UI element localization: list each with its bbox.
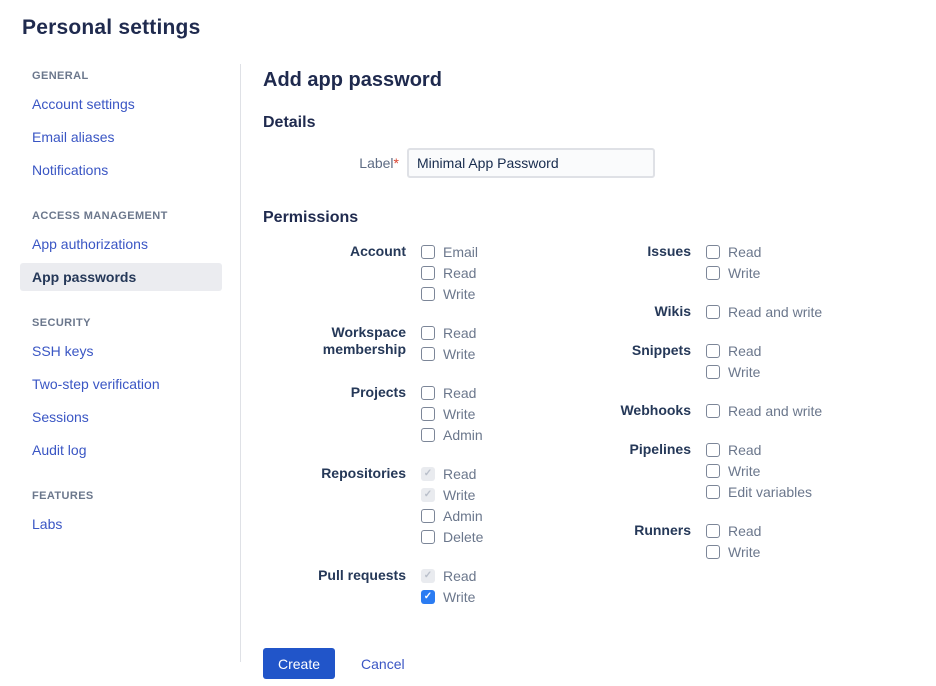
required-asterisk: * [393, 155, 399, 171]
permission-group-issues [561, 241, 901, 283]
permission-group-webhooks [561, 400, 901, 421]
permission-option-account-email[interactable] [421, 241, 478, 262]
permission-group-label: Runners [634, 522, 691, 538]
permission-option-workspace-membership-write[interactable] [421, 343, 476, 364]
permission-options [421, 565, 476, 607]
sidebar-item-audit-log[interactable]: Audit log [32, 442, 87, 458]
checkbox-issues-write[interactable] [706, 266, 720, 280]
sidebar-item-two-step-verification[interactable]: Two-step verification [32, 376, 160, 392]
checkbox-account-email[interactable] [421, 245, 435, 259]
permissions-grid [263, 241, 936, 625]
permission-options [706, 340, 761, 382]
checkbox-label: Write [728, 264, 761, 281]
permission-options [421, 241, 478, 304]
permission-group-label: Snippets [631, 342, 691, 358]
sidebar-item-email-aliases[interactable]: Email aliases [32, 129, 115, 145]
sidebar-section-security [20, 317, 222, 464]
sidebar-section-heading: ACCESS MANAGEMENT [32, 210, 168, 222]
sidebar-item-account-settings[interactable]: Account settings [32, 96, 135, 112]
checkbox-account-write[interactable] [421, 287, 435, 301]
checkbox-pipelines-write[interactable] [706, 464, 720, 478]
sidebar-item-app-authorizations[interactable]: App authorizations [32, 236, 148, 252]
permission-group-projects [263, 382, 561, 445]
permission-option-pull-requests-read[interactable] [421, 565, 476, 586]
layout [0, 64, 936, 672]
sidebar-section-heading: SECURITY [32, 317, 91, 329]
permission-option-runners-read[interactable] [706, 520, 761, 541]
checkbox-wikis-read-and-write[interactable] [706, 305, 720, 319]
label-field-label-text: Label [359, 155, 394, 171]
permission-group-repositories [263, 463, 561, 547]
checkbox-projects-write[interactable] [421, 407, 435, 421]
permission-group-pull-requests [263, 565, 561, 607]
checkbox-pipelines-edit-variables[interactable] [706, 485, 720, 499]
checkbox-repositories-read[interactable] [421, 467, 435, 481]
permission-option-issues-read[interactable] [706, 241, 761, 262]
permission-group-label: Wikis [654, 303, 691, 319]
permission-option-snippets-read[interactable] [706, 340, 761, 361]
details-heading: Details [263, 114, 316, 131]
checkbox-label: Read [443, 384, 477, 401]
permission-option-projects-admin[interactable] [421, 424, 483, 445]
checkbox-label: Write [728, 462, 761, 479]
permission-options [706, 301, 822, 322]
permission-options [421, 322, 476, 364]
checkbox-label: Write [443, 588, 476, 605]
permission-group-label: Webhooks [620, 402, 691, 418]
checkbox-pull-requests-write[interactable] [421, 590, 435, 604]
sidebar-section-heading: GENERAL [32, 70, 89, 82]
permission-option-repositories-delete[interactable] [421, 526, 483, 547]
permission-option-snippets-write[interactable] [706, 361, 761, 382]
permission-options [706, 520, 761, 562]
permission-group-workspace-membership [263, 322, 561, 364]
permission-options [706, 400, 822, 421]
permission-option-repositories-write[interactable] [421, 484, 483, 505]
checkbox-repositories-delete[interactable] [421, 530, 435, 544]
checkbox-label: Read and write [728, 303, 823, 320]
permission-option-runners-write[interactable] [706, 541, 761, 562]
checkbox-repositories-write[interactable] [421, 488, 435, 502]
permission-option-pull-requests-write[interactable] [421, 586, 476, 607]
permission-option-repositories-admin[interactable] [421, 505, 483, 526]
sidebar-item-sessions[interactable]: Sessions [32, 409, 89, 425]
permissions-column-right [561, 241, 901, 580]
checkbox-repositories-admin[interactable] [421, 509, 435, 523]
checkbox-label: Read [728, 342, 762, 359]
permission-group-account [263, 241, 561, 304]
checkbox-label: Edit variables [728, 483, 813, 500]
label-field-row [263, 148, 936, 178]
permission-group-runners [561, 520, 901, 562]
checkbox-runners-read[interactable] [706, 524, 720, 538]
checkbox-label: Write [443, 345, 476, 362]
permission-options [706, 439, 812, 502]
permission-option-pipelines-read[interactable] [706, 439, 812, 460]
permission-group-pipelines [561, 439, 901, 502]
label-input[interactable] [407, 148, 655, 178]
checkbox-snippets-write[interactable] [706, 365, 720, 379]
permission-group-label: Account [350, 243, 406, 259]
checkbox-label: Read [443, 324, 477, 341]
checkbox-webhooks-read-and-write[interactable] [706, 404, 720, 418]
permissions-column-left [263, 241, 561, 625]
checkbox-snippets-read[interactable] [706, 344, 720, 358]
checkbox-label: Read [443, 264, 477, 281]
sidebar-item-app-passwords[interactable]: App passwords [20, 263, 222, 291]
page-header [0, 0, 936, 40]
permission-group-label: Workspace membership [322, 324, 406, 357]
permission-group-wikis [561, 301, 901, 322]
permission-options [421, 463, 483, 547]
checkbox-pull-requests-read[interactable] [421, 569, 435, 583]
permission-option-pipelines-write[interactable] [706, 460, 812, 481]
permission-option-workspace-membership-read[interactable] [421, 322, 476, 343]
checkbox-label: Write [728, 363, 761, 380]
permissions-heading: Permissions [263, 209, 359, 226]
permission-group-label: Pipelines [629, 441, 691, 457]
checkbox-label: Delete [443, 528, 484, 545]
form-title: Add app password [263, 69, 442, 91]
checkbox-label: Write [728, 543, 761, 560]
label-field-label [263, 155, 399, 171]
permission-option-account-read[interactable] [421, 262, 478, 283]
permission-option-pipelines-edit-variables[interactable] [706, 481, 812, 502]
checkbox-label: Email [443, 243, 479, 260]
checkbox-projects-admin[interactable] [421, 428, 435, 442]
checkbox-label: Read and write [728, 402, 823, 419]
checkbox-label: Read [443, 567, 477, 584]
checkbox-runners-write[interactable] [706, 545, 720, 559]
sidebar [0, 64, 241, 662]
permission-option-projects-write[interactable] [421, 403, 483, 424]
permission-group-label: Projects [350, 384, 406, 400]
sidebar-section-features [20, 490, 222, 538]
checkbox-label: Admin [443, 507, 483, 524]
checkbox-label: Read [443, 465, 477, 482]
checkbox-label: Read [728, 243, 762, 260]
sidebar-section-heading: FEATURES [32, 490, 94, 502]
permission-options [421, 382, 483, 445]
create-button[interactable]: Create [263, 648, 335, 679]
sidebar-section-general [20, 70, 222, 184]
permission-group-label: Pull requests [318, 567, 406, 583]
permission-option-wikis-read-and-write[interactable] [706, 301, 822, 322]
permission-group-label: Issues [647, 243, 691, 259]
checkbox-workspace-membership-write[interactable] [421, 347, 435, 361]
checkbox-label: Read [728, 441, 762, 458]
page-title: Personal settings [22, 16, 201, 39]
permission-option-account-write[interactable] [421, 283, 478, 304]
checkbox-label: Write [443, 285, 476, 302]
checkbox-label: Write [443, 486, 476, 503]
permission-option-webhooks-read-and-write[interactable] [706, 400, 822, 421]
checkbox-workspace-membership-read[interactable] [421, 326, 435, 340]
checkbox-label: Write [443, 405, 476, 422]
main-content [241, 64, 936, 672]
sidebar-item-ssh-keys[interactable]: SSH keys [32, 343, 94, 359]
checkbox-label: Read [728, 522, 762, 539]
sidebar-item-labs[interactable]: Labs [32, 516, 63, 532]
permission-option-projects-read[interactable] [421, 382, 483, 403]
checkbox-projects-read[interactable] [421, 386, 435, 400]
checkbox-issues-read[interactable] [706, 245, 720, 259]
form-actions [263, 648, 936, 679]
checkbox-pipelines-read[interactable] [706, 443, 720, 457]
sidebar-item-notifications[interactable]: Notifications [32, 162, 109, 178]
permission-option-repositories-read[interactable] [421, 463, 483, 484]
permission-options [706, 241, 761, 283]
sidebar-section-access-management [20, 210, 222, 291]
permission-group-snippets [561, 340, 901, 382]
checkbox-account-read[interactable] [421, 266, 435, 280]
checkbox-label: Admin [443, 426, 483, 443]
permission-group-label: Repositories [321, 465, 406, 481]
cancel-link[interactable]: Cancel [361, 655, 405, 672]
permission-option-issues-write[interactable] [706, 262, 761, 283]
